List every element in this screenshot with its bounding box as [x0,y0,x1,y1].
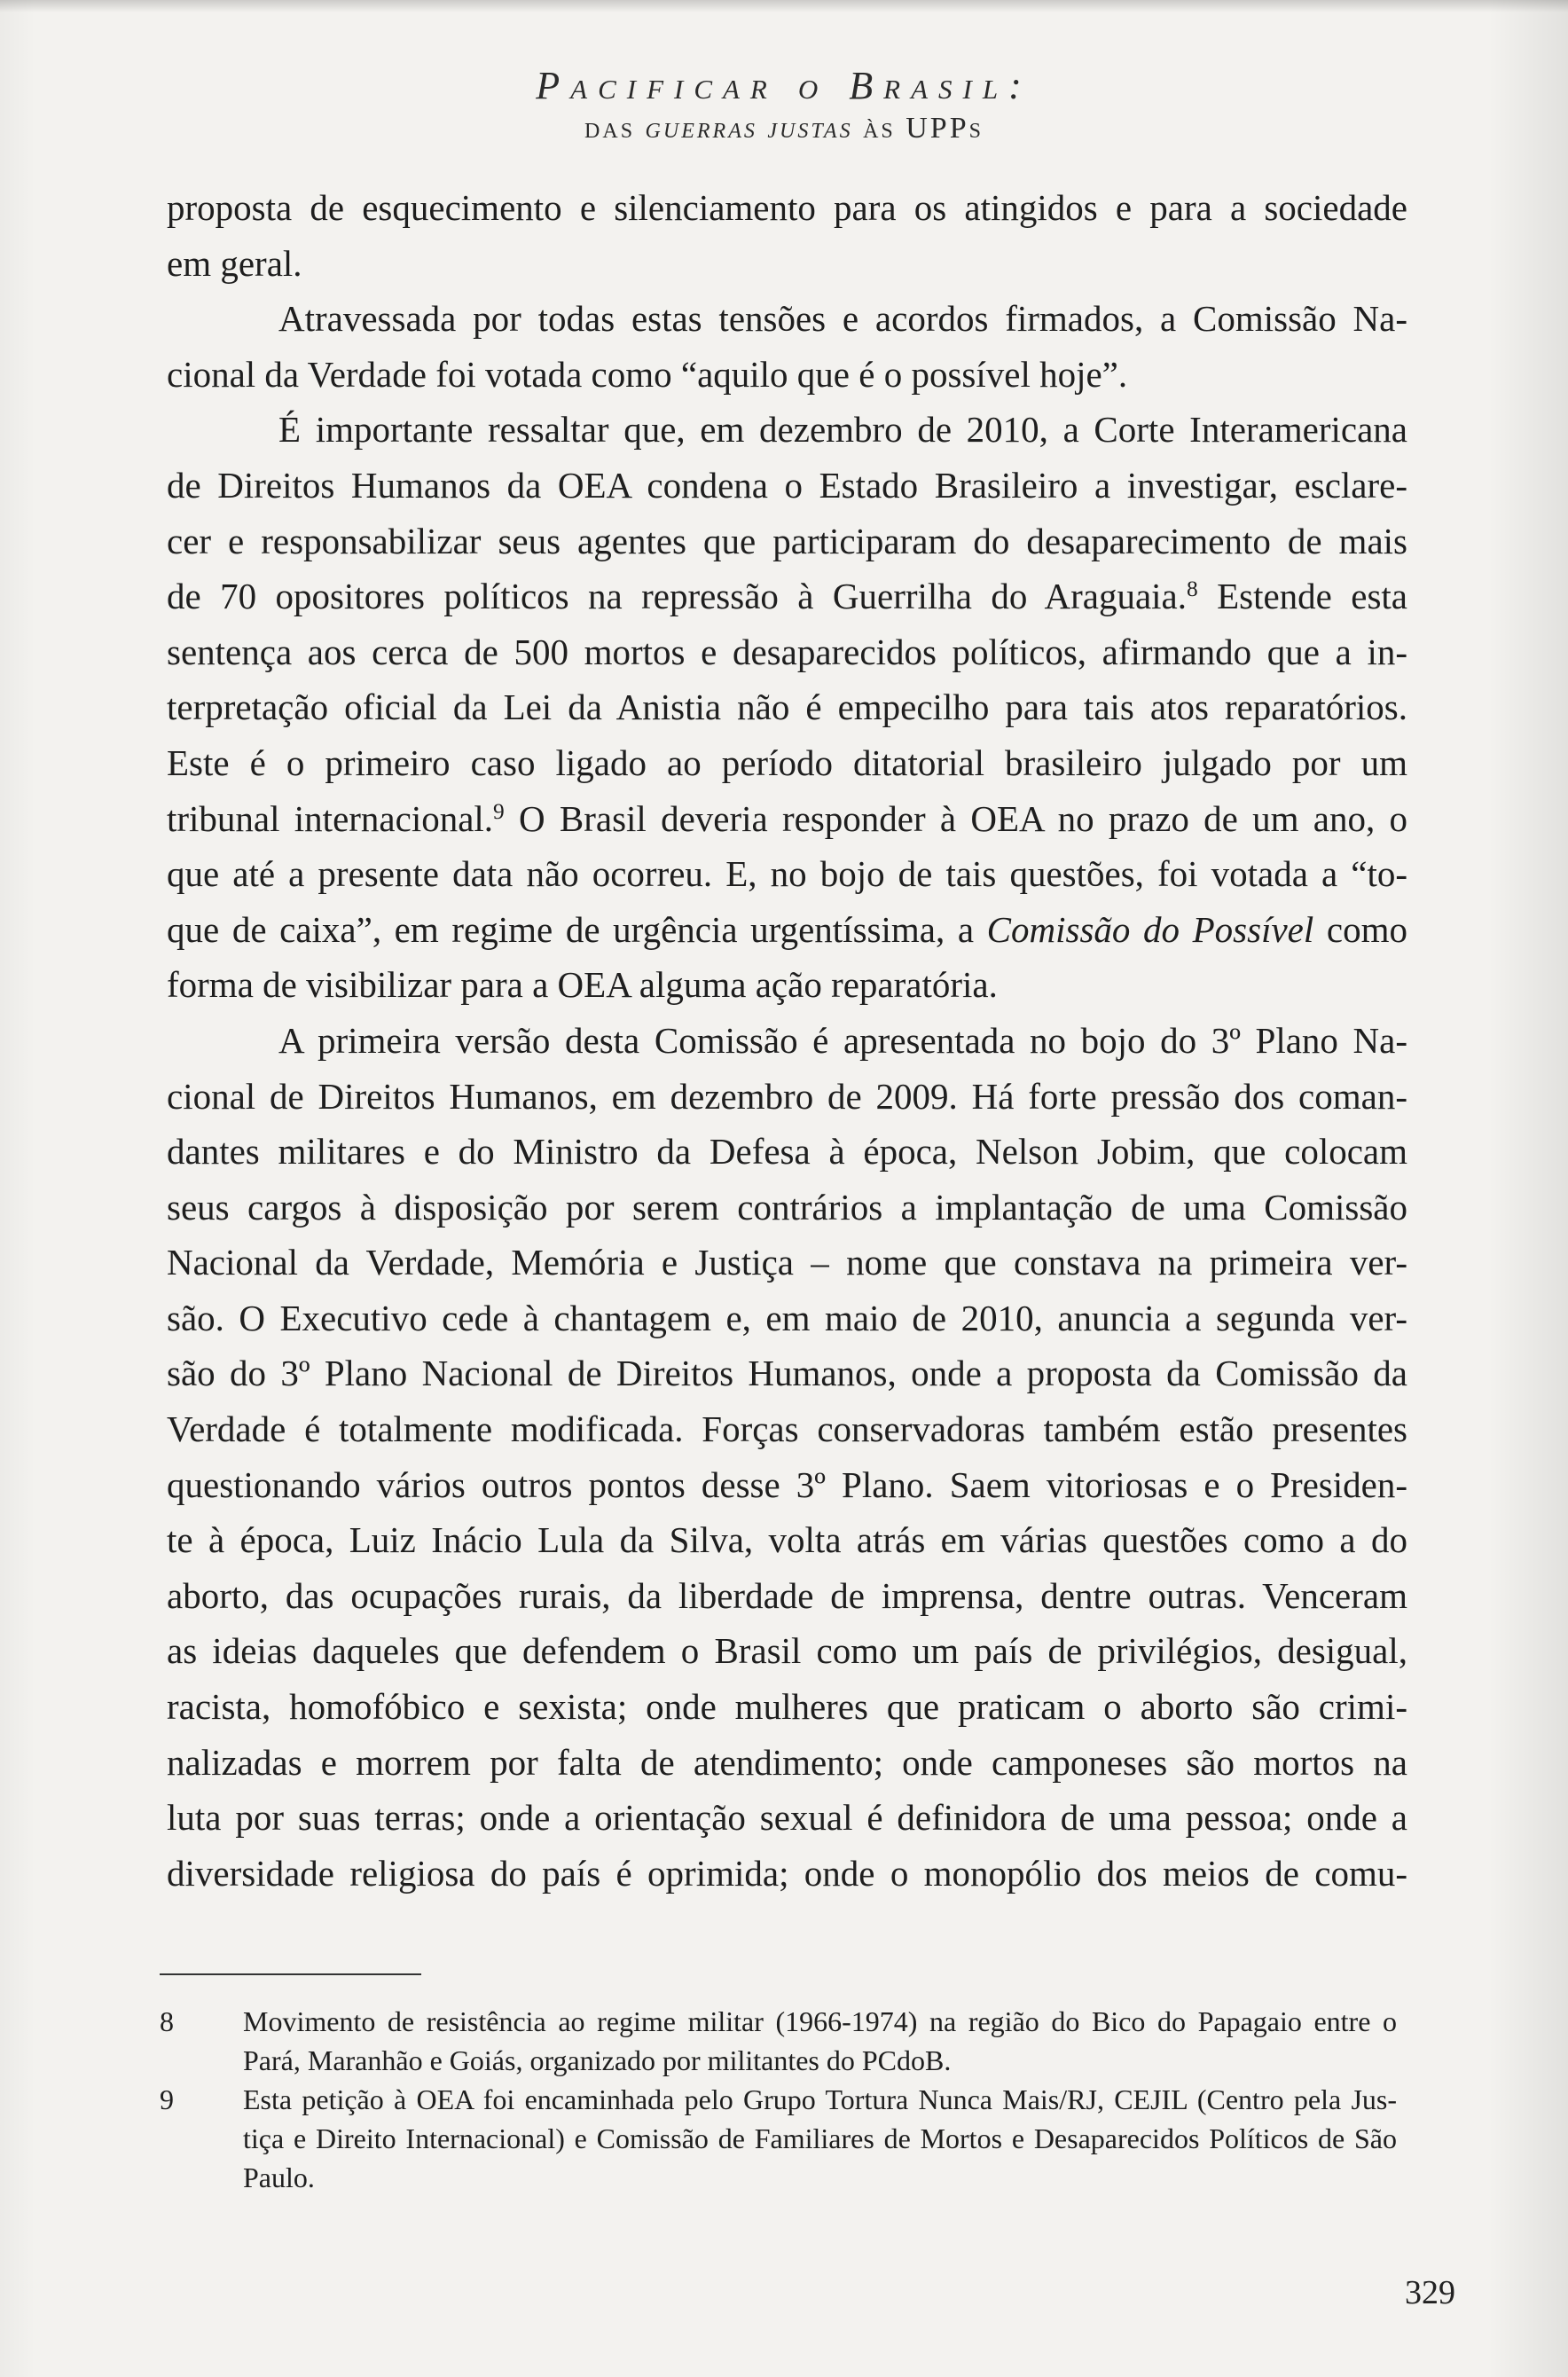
footnote-separator [160,1973,421,1975]
body-line: forma de visibilizar para a OEA alguma ação reparatória. [167,964,998,1006]
footnote-text [243,2080,1397,2197]
body-line: seus cargos à disposição por serem contrários a implantação de uma Comissão [167,1186,1407,1228]
italic-title: Comissão do Possível [986,908,1314,950]
body-line: cer e responsabilizar seus agentes que participaram do desaparecimento de mais [167,520,1407,561]
footnote-line: Movimento de resistência ao regime militar (1966-1974) na região do Bico do Papagaio entre o [243,2005,1397,2037]
paragraph [167,402,1407,1013]
body-line: Este é o primeiro caso ligado ao período ditatorial brasileiro julgado por um [167,741,1407,783]
body-text [167,180,1407,1901]
body-line: as ideias daqueles que defendem o Brasil como um país de privilégios, desigual, [167,1630,1407,1672]
running-head-subtitle-start: das [584,112,646,145]
body-line: terpretação oficial da Lei da Anistia não é empecilho para tais atos reparatórios. [167,686,1407,728]
scan-shadow-right [1488,0,1568,2377]
body-line: cional da Verdade foi votada como “aquilo que é o possível hoje”. [167,353,1128,395]
footnote-ref-8: 8 [1186,577,1198,602]
line-text: tribunal internacional. [167,797,494,839]
running-head-title: Pacificar o Brasil: [536,64,1032,107]
paragraph [167,1013,1407,1902]
footnote-line: Esta petição à OEA foi encaminhada pelo Grupo Tortura Nunca Mais/RJ, CEJIL (Centro pela Jus- [243,2083,1397,2115]
body-line: aborto, das ocupações rurais, da liberdade de imprensa, dentre outras. Venceram [167,1574,1407,1616]
body-line: de Direitos Humanos da OEA condena o Estado Brasileiro a investigar, esclare- [167,464,1407,506]
page-number: 329 [1405,2274,1455,2311]
footnotes [160,2002,1397,2197]
body-line: cional de Direitos Humanos, em dezembro de 2009. Há forte pressão dos coman- [167,1075,1407,1117]
footnote-line: tiça e Direito Internacional) e Comissão de Familiares de Mortos e Desaparecidos Políticos de São [243,2122,1397,2154]
body-line: são do 3º Plano Nacional de Direitos Humanos, onde a proposta da Comissão da [167,1353,1407,1394]
footnote-ref-9: 9 [493,798,505,824]
body-line: luta por suas terras; onde a orientação sexual é definidora de uma pessoa; onde a [167,1797,1407,1839]
line-text: O Brasil deveria responder à OEA no prazo de um ano, o [504,797,1407,839]
body-line: diversidade religiosa do país é oprimida; onde o monopólio dos meios de comu- [167,1852,1407,1894]
running-head-subtitle-end: às UPPs [852,112,984,145]
line-text: como [1313,908,1407,950]
body-line: Atravessada por todas estas tensões e acordos firmados, a Comissão Na- [278,298,1407,340]
body-line: A primeira versão desta Comissão é apresentada no bojo do 3º Plano Na- [278,1019,1407,1061]
footnote-line: Pará, Maranhão e Goiás, organizado por militantes do PCdoB. [243,2044,952,2076]
body-line: É importante ressaltar que, em dezembro de 2010, a Corte Interamericana [278,409,1407,451]
body-line: nalizadas e morrem por falta de atendimento; onde camponeses são mortos na [167,1741,1407,1783]
running-head-subtitle [0,104,1568,153]
body-line: dantes militares e do Ministro da Defesa à época, Nelson Jobim, que colocam [167,1131,1407,1173]
body-line: Verdade é totalmente modificada. Forças conservadoras também estão presentes [167,1408,1407,1450]
scan-shadow-left [0,0,35,2377]
scan-shadow-top [0,0,1568,12]
body-line: proposta de esquecimento e silenciamento para os atingidos e para a sociedade [167,187,1407,228]
body-line: te à época, Luiz Inácio Lula da Silva, volta atrás em várias questões como a do [167,1519,1407,1561]
line-text: Estende esta [1197,576,1407,617]
line-text: que de caixa”, em regime de urgência urgentíssima, a [167,908,987,950]
footnote-8 [160,2002,1397,2080]
footnote-text [243,2002,1397,2080]
line-text: de 70 opositores políticos na repressão à Guerrilha do Araguaia. [167,576,1187,617]
body-line: em geral. [167,242,302,284]
body-line: que até a presente data não ocorreu. E, no bojo de tais questões, foi votada a “to- [167,853,1407,895]
body-line [167,791,1407,847]
body-line [167,569,1407,624]
footnote-number: 9 [160,2083,174,2115]
footnote-number: 8 [160,2005,174,2037]
paragraph [167,291,1407,402]
body-line: sentença aos cerca de 500 mortos e desaparecidos políticos, afirmando que a in- [167,631,1407,672]
body-line: questionando vários outros pontos desse 3º Plano. Saem vitoriosas e o Presiden- [167,1463,1407,1505]
footnote-9 [160,2080,1397,2197]
footnote-line: Paulo. [243,2161,315,2193]
body-line: são. O Executivo cede à chantagem e, em maio de 2010, anuncia a segunda ver- [167,1297,1407,1338]
body-line [167,902,1407,958]
paragraph [167,180,1407,291]
body-line: Nacional da Verdade, Memória e Justiça – nome que constava na primeira ver- [167,1242,1407,1283]
running-head-subtitle-italic: guerras justas [645,112,853,145]
body-line: racista, homofóbico e sexista; onde mulheres que praticam o aborto são crimi- [167,1686,1407,1728]
